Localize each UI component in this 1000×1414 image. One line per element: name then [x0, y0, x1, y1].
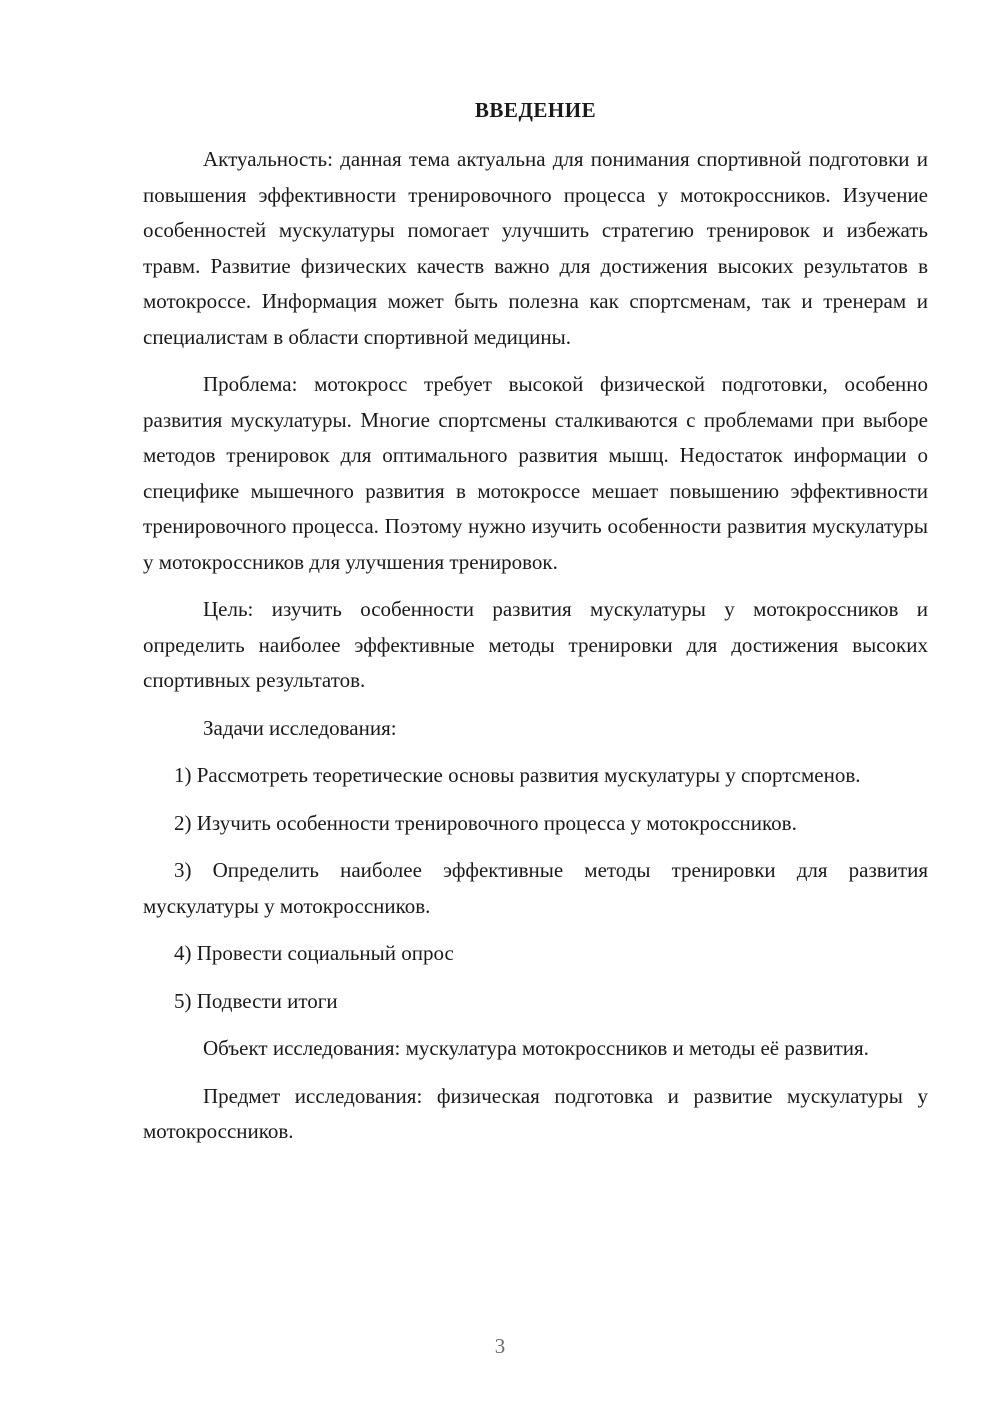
paragraph-relevance: Актуальность: данная тема актуальна для понимания спортивной подготовки и повышения эффективности тренировочного процесса у мотокроссников. Изучение особенностей мускулатуры помогает улучшить стратегию тренировок и избежать травм. Развитие физических качеств важно для достижения высоких результатов в мотокроссе. Информация может быть полезна как спортсменам, так и тренерам и специалистам в области спортивной медицины. [143, 147, 928, 349]
paragraph-subject: Предмет исследования: физическая подготовка и развитие мускулатуры у мотокроссников. [143, 1083, 928, 1143]
list-item: 1) Рассмотреть теоретические основы развития мускулатуры у спортсменов. [174, 763, 861, 787]
page-title: ВВЕДЕНИЕ [474, 98, 597, 122]
list-item: 2) Изучить особенности тренировочного процесса у мотокроссников. [174, 810, 797, 835]
page-number: 3 [494, 1334, 506, 1358]
list-item: 4) Провести социальный опрос [174, 941, 454, 965]
paragraph-goal: Цель: изучить особенности развития мускулатуры у мотокроссников и определить наиболее эффективные методы тренировки для достижения высоких спортивных результатов. [143, 597, 928, 692]
document-body [143, 96, 928, 1162]
list-item: 5) Подвести итоги [174, 988, 338, 1013]
tasks-heading: Задачи исследования: [203, 715, 397, 740]
list-item: 3) Определить наиболее эффективные методы тренировки для развития мускулатуры у мотокроссников. [143, 858, 928, 918]
paragraph-problem: Проблема: мотокросс требует высокой физической подготовки, особенно развития мускулатуры. Многие спортсмены сталкиваются с проблемами при выборе методов тренировок для оптимального развития мышц. Недостаток информации о специфике мышечного развития в мотокроссе мешает повышению эффективности тренировочного процесса. Поэтому нужно изучить особенности развития мускулатуры у мотокроссников для улучшения тренировок. [143, 372, 928, 574]
paragraph-object: Объект исследования: мускулатура мотокроссников и методы её развития. [203, 1036, 869, 1060]
